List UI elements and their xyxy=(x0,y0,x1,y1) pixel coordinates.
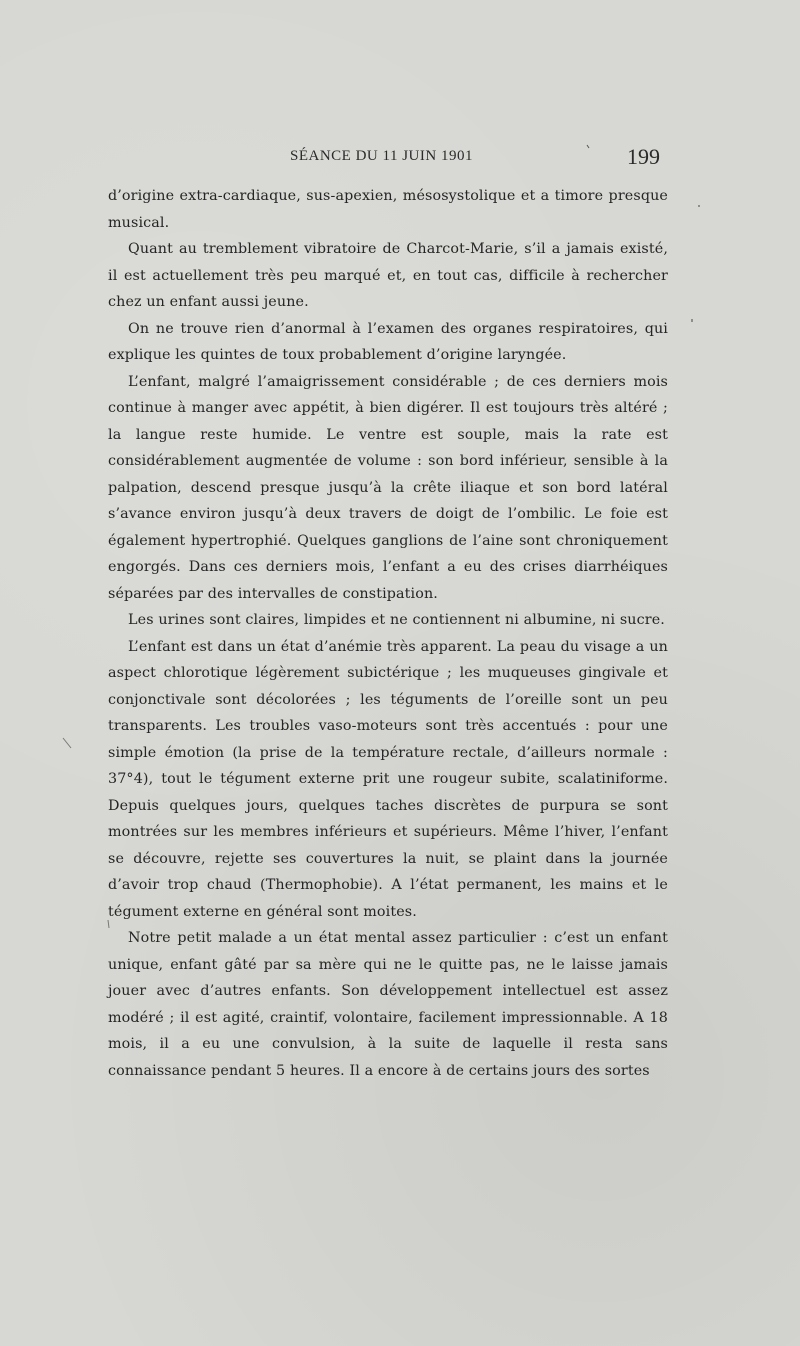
paragraph-respiratory: On ne trouve rien d’anormal à l’examen des organes respiratoires, qui explique les quintes de toux probablement d’origine laryngée. xyxy=(108,320,668,363)
body-text xyxy=(108,183,668,1143)
paragraph-mental-state: Notre petit malade a un état mental assez particulier : c’est un enfant unique, enfant gâté par sa mère qui ne le quitte pas, ne le laisse jamais jouer avec d’autres enfants. Son développement intellectuel est assez modéré ; il est agité, craintif, volontaire, facilement impressionnable. A 18 mois, il a eu une convulsion, à la suite de laquelle il resta sans connaissance pendant 5 heures. Il a encore à de certains jours des sortes xyxy=(108,930,668,1079)
running-head: SÉANCE DU 11 JUIN 1901 xyxy=(290,148,473,164)
paragraph-tremor: Quant au tremblement vibratoire de Charcot-Marie, s’il a jamais existé, il est actuellement très peu marqué et, en tout cas, difficile à rechercher chez un enfant aussi jeune. xyxy=(108,241,668,310)
page-header xyxy=(290,146,660,170)
paragraph-urine: Les urines sont claires, limpides et ne contiennent ni albumine, ni sucre. xyxy=(128,612,665,628)
scan-mark xyxy=(63,738,71,748)
paragraph-continuation: d’origine extra-cardiaque, sus-apexien, mésosystolique et a timore presque musical. xyxy=(108,188,668,231)
paragraph-abdomen: L’enfant, malgré l’amaigrissement considérable ; de ces derniers mois continue à manger avec appétit, à bien digérer. Il est toujours très altéré ; la langue reste humide. Le ventre est souple, mais la rate est considérablement augmentée de volume : son bord inférieur, sensible à la palpation, descend presque jusqu’à la crête iliaque et son bord latéral s’avance environ jusqu’à deux travers de doigt de l’ombilic. Le foie est également hypertrophié. Quelques ganglions de l’aine sont chroniquement engorgés. Dans ces derniers mois, l’enfant a eu des crises diarrhéiques séparées par des intervalles de constipation. xyxy=(108,373,668,602)
paragraph-anemia: L’enfant est dans un état d’anémie très apparent. La peau du visage a un aspect chlorotique légèrement subictérique ; les muqueuses gingivale et conjonctivale sont décolorées ; les téguments de l’oreille sont un peu transparents. Les troubles vaso-moteurs sont très accentués : pour une simple émotion (la prise de la température rectale, d’ailleurs normale : 37°4), tout le tégument externe prit une rougeur subite, scalatiniforme. Depuis quelques jours, quelques taches discrètes de purpura se sont montrées sur les membres inférieurs et supérieurs. Même l’hiver, l’enfant se découvre, rejette ses couvertures la nuit, se plaint dans la journée d’avoir trop chaud (Thermophobie). A l’état permanent, les mains et le tégument externe en général sont moites. xyxy=(108,638,668,920)
page-number: 199 xyxy=(627,144,660,169)
